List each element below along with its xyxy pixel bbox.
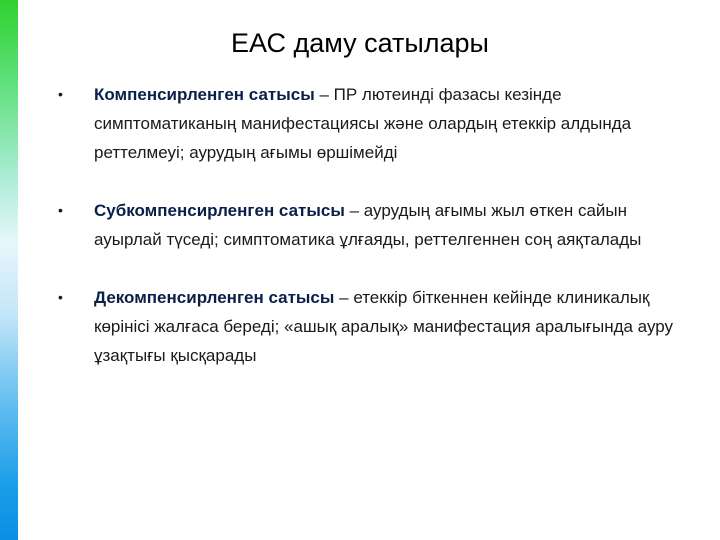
bullet-text: – етеккір біткеннен кейінде клиникалық көрінісі жалғаса береді; «ашық аралық» манифестация аралығында ауру ұзақтығы қысқарады [94,288,674,365]
bullet-item-decompensated [58,283,678,370]
slide-title: ЕАС даму сатылары [231,28,489,58]
side-gradient-bar [0,0,18,540]
bullet-term: Декомпенсирленген сатысы [94,288,335,307]
bullet-text: – ПР лютеинді фазасы кезінде симптоматиканың манифестациясы және олардың етеккір алдында реттелмеуі; аурудың ағымы өршімейді [94,85,632,162]
bullet-dot-icon: • [58,289,63,305]
bullet-text: – аурудың ағымы жыл өткен сайын ауырлай түседі; симптоматика ұлғаяды, реттелгеннен соң аяқталады [94,201,642,249]
bullet-dot-icon: • [58,202,63,218]
bullet-item-subcompensated [58,196,678,254]
bullet-list [58,80,678,399]
bullet-item-compensated [58,80,678,167]
bullet-term: Компенсирленген сатысы [94,85,315,104]
bullet-term: Субкомпенсирленген сатысы [94,201,345,220]
bullet-dot-icon: • [58,86,63,102]
